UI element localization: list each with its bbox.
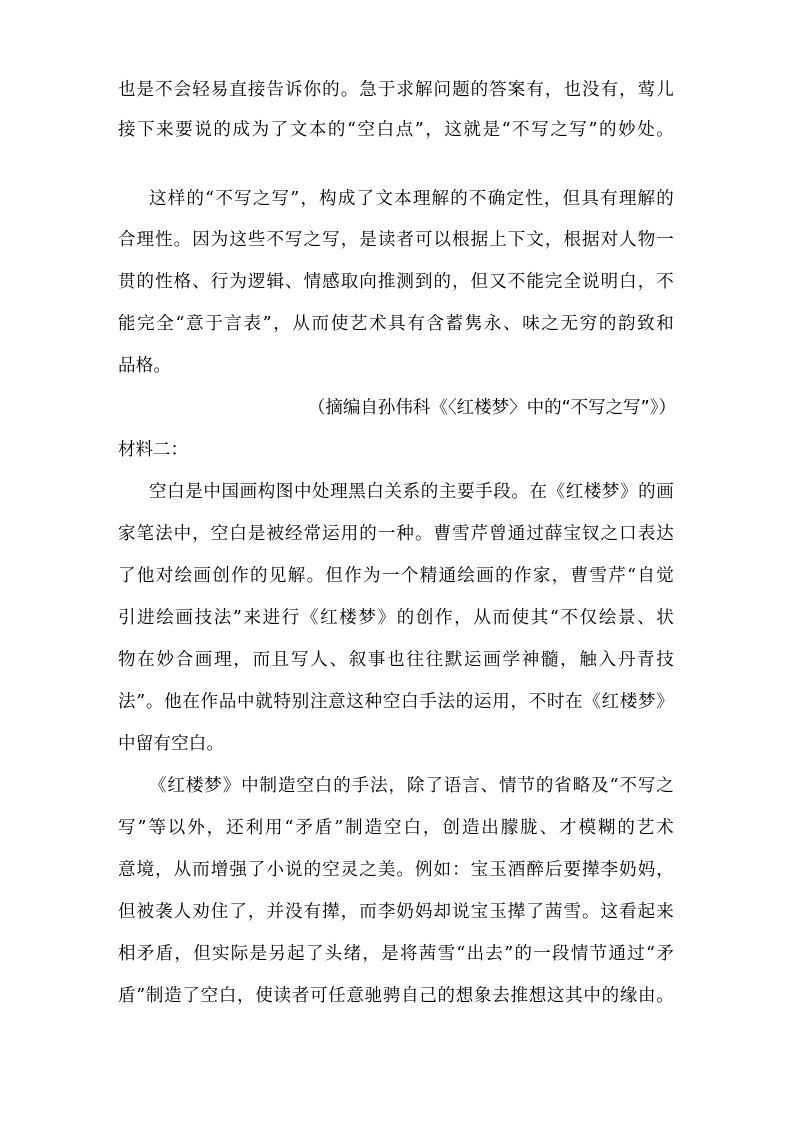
paragraph-2-line-1: 这样的“不写之写”，构成了文本理解的不确定性，但具有理解的 (149, 189, 674, 209)
paragraph-3-line-1: 空白是中国画构图中处理黑白关系的主要手段。在《红楼梦》的画 (149, 482, 674, 502)
paragraph-2-line-4: 能完全“意于言表”，从而使艺术具有含蓄隽永、味之无穷的韵致和 (118, 314, 674, 334)
paragraph-3-line-5: 物在妙合画理，而且写人、叙事也往往默运画学神髓，触入丹青技 (118, 650, 674, 670)
paragraph-3-line-4: 引进绘画技法”来进行《红楼梦》的创作，从而使其“不仅绘景、状 (118, 608, 674, 628)
paragraph-1-line-2: 接下来要说的成为了文本的“空白点”，这就是“不写之写”的妙处。 (118, 120, 674, 140)
paragraph-3-line-3: 了他对绘画创作的见解。但作为一个精通绘画的作家，曹雪芹“自觉 (118, 566, 674, 586)
paragraph-3-line-6: 法”。他在作品中就特别注意这种空白手法的运用，不时在《红楼梦》 (118, 692, 674, 712)
paragraph-1-line-1: 也是不会轻易直接告诉你的。急于求解问题的答案有，也没有，莺儿 (118, 80, 674, 100)
paragraph-3-line-2: 家笔法中，空白是被经常运用的一种。曹雪芹曾通过薛宝钗之口表达 (118, 524, 674, 544)
paragraph-4-line-3: 意境，从而增强了小说的空灵之美。例如：宝玉酒醉后要撵李奶妈， (118, 860, 674, 880)
paragraph-2-line-3: 贯的性格、行为逻辑、情感取向推测到的，但又不能完全说明白，不 (118, 272, 674, 292)
source-citation: （摘编自孙伟科《〈红楼梦〉中的“不写之写”》） (307, 398, 676, 418)
paragraph-4-line-6: 盾”制造了空白，使读者可任意驰骋自己的想象去推想这其中的缘由。 (118, 986, 674, 1006)
paragraph-4-line-2: 写”等以外，还利用“矛盾”制造空白，创造出朦胧、才模糊的艺术 (118, 818, 674, 838)
paragraph-4-line-1: 《红楼梦》中制造空白的手法，除了语言、情节的省略及“不写之 (149, 776, 674, 796)
paragraph-4-line-5: 相矛盾，但实际是另起了头绪，是将茜雪“出去”的一段情节通过“矛 (118, 944, 674, 964)
section-heading-material-2: 材料二： (118, 440, 188, 460)
paragraph-2-line-2: 合理性。因为这些不写之写，是读者可以根据上下文，根据对人物一 (118, 230, 674, 250)
paragraph-2-line-5: 品格。 (118, 356, 172, 376)
paragraph-4-line-4: 但被袭人劝住了，并没有撵，而李奶妈却说宝玉撵了茜雪。这看起来 (118, 902, 674, 922)
paragraph-3-line-7: 中留有空白。 (118, 734, 225, 754)
